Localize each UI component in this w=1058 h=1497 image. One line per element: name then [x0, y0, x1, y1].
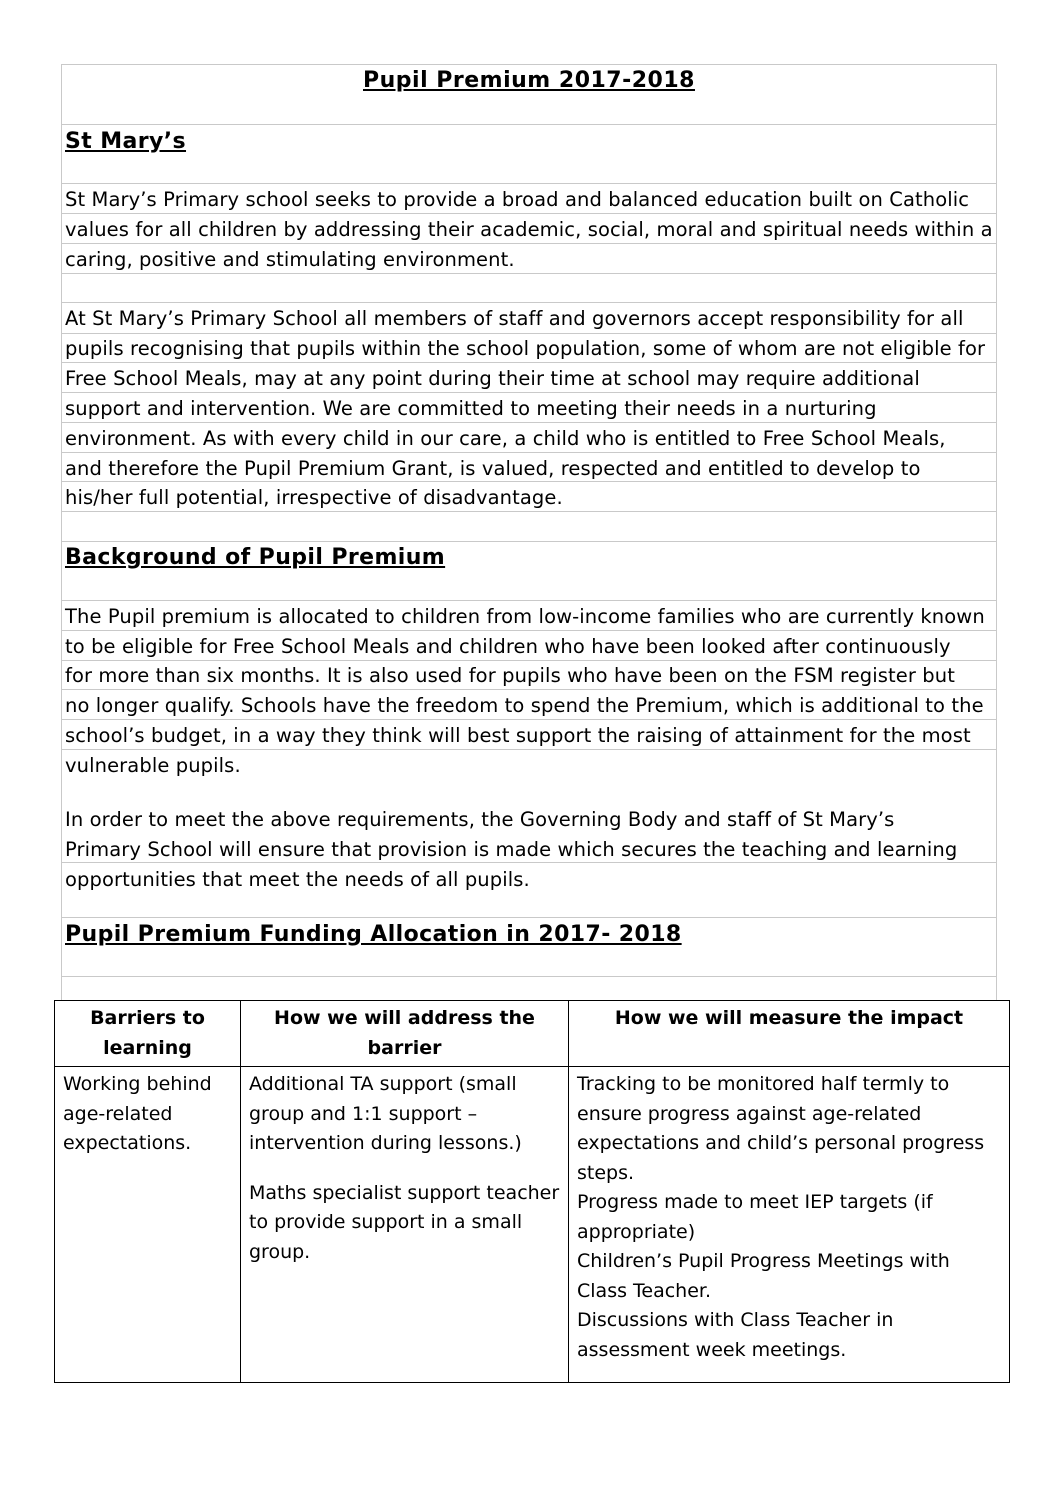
commitment-line: support and intervention. We are committed to meeting their needs in a nurturing [65, 397, 877, 420]
background-heading: Background of Pupil Premium [65, 545, 446, 570]
intro-line: values for all children by addressing their academic, social, moral and spiritual needs within a [65, 218, 993, 241]
background-line: to be eligible for Free School Meals and children who have been looked after continuously [65, 635, 951, 658]
table-row [55, 1067, 1010, 1383]
intro-line: caring, positive and stimulating environment. [65, 248, 515, 271]
background-line: school’s budget, in a way they think will best support the raising of attainment for the most [65, 724, 971, 747]
header-barriers: Barriers to learning [55, 1001, 241, 1067]
barrier-text: Working behind age-related expectations. [63, 1073, 212, 1154]
table-header-row [55, 1001, 1010, 1067]
commitment-line: pupils recognising that pupils within the school population, some of whom are not eligible for [65, 337, 986, 360]
commitment-line: environment. As with every child in our care, a child who is entitled to Free School Meals, [65, 427, 946, 450]
grid-row-line [61, 541, 997, 542]
grid-left-line [61, 64, 62, 1000]
measure-text: Children’s Pupil Progress Meetings with Class Teacher. [577, 1250, 950, 1302]
requirements-line: Primary School will ensure that provision is made which secures the teaching and learning [65, 838, 958, 861]
grid-row-line [61, 124, 997, 125]
commitment-line: his/her full potential, irrespective of disadvantage. [65, 486, 563, 509]
commitment-line: Free School Meals, may at any point during their time at school may require additional [65, 367, 920, 390]
school-heading: St Mary’s [65, 129, 187, 154]
grid-row-line [61, 976, 997, 977]
allocation-table [54, 1000, 1010, 1383]
cell-address [241, 1067, 569, 1383]
requirements-line: opportunities that meet the needs of all pupils. [65, 868, 530, 891]
background-line: vulnerable pupils. [65, 754, 241, 777]
page-title: Pupil Premium 2017-2018 [363, 68, 695, 93]
address-text: Additional TA support (small group and 1:1 support – intervention during lessons.) [249, 1073, 522, 1154]
commitment-line: At St Mary’s Primary School all members of staff and governors accept responsibility for all [65, 307, 964, 330]
intro-line: St Mary’s Primary school seeks to provide a broad and balanced education built on Catholic [65, 188, 970, 211]
grid-row-line [61, 183, 997, 184]
requirements-line: In order to meet the above requirements, the Governing Body and staff of St Mary’s [65, 808, 895, 831]
grid-row-line [61, 917, 997, 918]
background-line: for more than six months. It is also used for pupils who have been on the FSM register but [65, 664, 955, 687]
grid-right-line [996, 64, 997, 1000]
grid-row-line [61, 302, 997, 303]
allocation-heading: Pupil Premium Funding Allocation in 2017- 2018 [65, 922, 682, 947]
measure-text: Progress made to meet IEP targets (if appropriate) [577, 1191, 933, 1243]
grid-row-line [61, 64, 997, 65]
header-measure: How we will measure the impact [569, 1001, 1010, 1067]
commitment-line: and therefore the Pupil Premium Grant, is valued, respected and entitled to develop to [65, 457, 921, 480]
cell-barrier [55, 1067, 241, 1383]
measure-text: Discussions with Class Teacher in assessment week meetings. [577, 1309, 894, 1361]
grid-row-line [61, 600, 997, 601]
address-text: Maths specialist support teacher to provide support in a small group. [249, 1181, 560, 1263]
cell-measure [569, 1067, 1010, 1383]
header-address: How we will address the barrier [241, 1001, 569, 1067]
measure-text: Tracking to be monitored half termly to ensure progress against age-related expectations and child’s personal progress steps. [577, 1073, 985, 1184]
background-line: no longer qualify. Schools have the freedom to spend the Premium, which is additional to the [65, 694, 984, 717]
background-line: The Pupil premium is allocated to children from low-income families who are currently known [65, 605, 985, 628]
